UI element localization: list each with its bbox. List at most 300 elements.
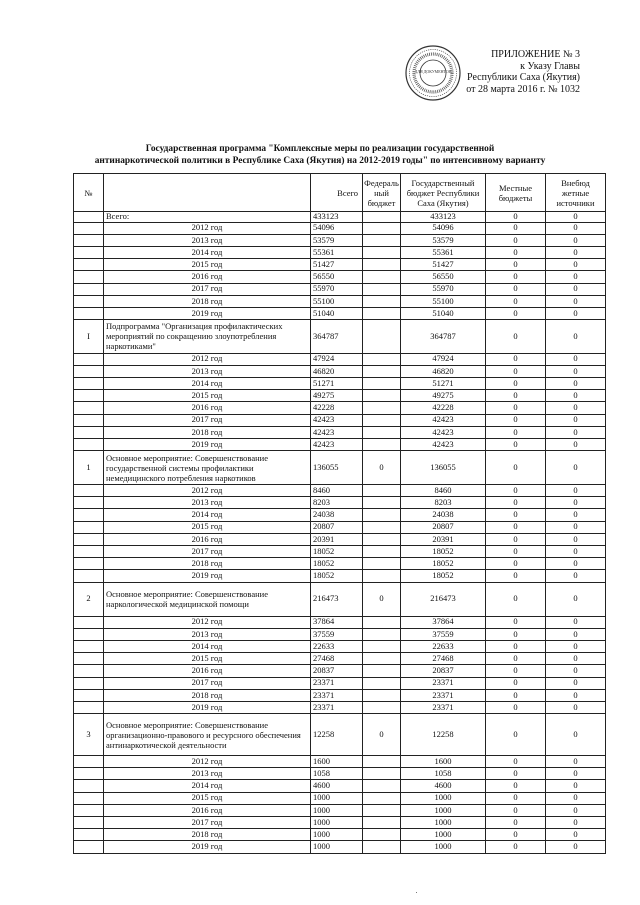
appendix-line-1: ПРИЛОЖЕНИЕ № 3 xyxy=(491,49,580,60)
header-local: Местные бюджеты xyxy=(486,174,546,212)
table-row xyxy=(74,689,606,701)
cell-external: 0 xyxy=(546,804,606,816)
cell-federal: 0 xyxy=(363,451,401,485)
cell-num xyxy=(74,546,104,558)
cell-external: 0 xyxy=(546,271,606,283)
cell-federal xyxy=(363,780,401,792)
cell-external: 0 xyxy=(546,570,606,582)
cell-republic: 46820 xyxy=(401,365,486,377)
cell-federal xyxy=(363,616,401,628)
cell-name: 2017 год xyxy=(104,677,311,689)
cell-total: 22633 xyxy=(311,640,363,652)
cell-name: 2017 год xyxy=(104,546,311,558)
cell-federal: 0 xyxy=(363,582,401,616)
cell-republic: 55361 xyxy=(401,246,486,258)
cell-name: 2014 год xyxy=(104,640,311,652)
cell-total: 1000 xyxy=(311,841,363,853)
cell-federal xyxy=(363,558,401,570)
table-row xyxy=(74,677,606,689)
cell-total: 27468 xyxy=(311,653,363,665)
cell-federal xyxy=(363,353,401,365)
cell-federal xyxy=(363,792,401,804)
cell-num xyxy=(74,295,104,307)
header-num: № xyxy=(74,174,104,212)
cell-num xyxy=(74,677,104,689)
cell-total: 20837 xyxy=(311,665,363,677)
cell-total: 24038 xyxy=(311,509,363,521)
cell-republic: 12258 xyxy=(401,714,486,756)
cell-name: 2016 год xyxy=(104,665,311,677)
cell-total: 20391 xyxy=(311,533,363,545)
cell-total: 37559 xyxy=(311,628,363,640)
cell-num xyxy=(74,792,104,804)
cell-republic: 42423 xyxy=(401,414,486,426)
cell-external: 0 xyxy=(546,497,606,509)
cell-external: 0 xyxy=(546,212,606,223)
cell-republic: 1058 xyxy=(401,768,486,780)
cell-total: 23371 xyxy=(311,701,363,713)
cell-name: 2015 год xyxy=(104,390,311,402)
cell-external: 0 xyxy=(546,628,606,640)
table-row xyxy=(74,756,606,768)
cell-name: 2018 год xyxy=(104,426,311,438)
cell-federal xyxy=(363,521,401,533)
cell-total: 136055 xyxy=(311,451,363,485)
cell-republic: 216473 xyxy=(401,582,486,616)
cell-external: 0 xyxy=(546,701,606,713)
cell-total: 8203 xyxy=(311,497,363,509)
cell-total: 42228 xyxy=(311,402,363,414)
cell-local: 0 xyxy=(486,616,546,628)
cell-name: 2019 год xyxy=(104,307,311,319)
cell-name: 2012 год xyxy=(104,353,311,365)
cell-num xyxy=(74,353,104,365)
cell-total: 55100 xyxy=(311,295,363,307)
table-row xyxy=(74,377,606,389)
cell-name: 2015 год xyxy=(104,259,311,271)
table-row xyxy=(74,780,606,792)
table-row xyxy=(74,665,606,677)
table-row xyxy=(74,283,606,295)
table-row xyxy=(74,792,606,804)
cell-federal xyxy=(363,426,401,438)
cell-total: 51427 xyxy=(311,259,363,271)
cell-external: 0 xyxy=(546,768,606,780)
cell-federal xyxy=(363,701,401,713)
header-external: Внебюд жетные источники xyxy=(546,174,606,212)
cell-external: 0 xyxy=(546,365,606,377)
cell-republic: 24038 xyxy=(401,509,486,521)
cell-federal xyxy=(363,841,401,853)
table-row xyxy=(74,570,606,582)
cell-name: 2013 год xyxy=(104,497,311,509)
cell-federal xyxy=(363,546,401,558)
cell-total: 20807 xyxy=(311,521,363,533)
cell-republic: 8460 xyxy=(401,485,486,497)
cell-external: 0 xyxy=(546,792,606,804)
cell-name: 2012 год xyxy=(104,485,311,497)
cell-name: 2019 год xyxy=(104,841,311,853)
cell-external: 0 xyxy=(546,714,606,756)
table-row xyxy=(74,804,606,816)
cell-local: 0 xyxy=(486,390,546,402)
cell-republic: 4600 xyxy=(401,780,486,792)
cell-local: 0 xyxy=(486,451,546,485)
cell-local: 0 xyxy=(486,521,546,533)
cell-local: 0 xyxy=(486,640,546,652)
cell-num xyxy=(74,414,104,426)
table-row xyxy=(74,451,606,485)
cell-name: 2013 год xyxy=(104,234,311,246)
cell-republic: 47924 xyxy=(401,353,486,365)
cell-external: 0 xyxy=(546,509,606,521)
cell-local: 0 xyxy=(486,756,546,768)
cell-num xyxy=(74,558,104,570)
cell-external: 0 xyxy=(546,283,606,295)
table-row xyxy=(74,246,606,258)
cell-federal xyxy=(363,804,401,816)
cell-federal xyxy=(363,485,401,497)
cell-external: 0 xyxy=(546,485,606,497)
cell-local: 0 xyxy=(486,259,546,271)
cell-republic: 55970 xyxy=(401,283,486,295)
appendix-block xyxy=(450,49,635,95)
cell-name: Всего: xyxy=(104,212,311,223)
table-row xyxy=(74,628,606,640)
cell-local: 0 xyxy=(486,582,546,616)
cell-external: 0 xyxy=(546,533,606,545)
table-row xyxy=(74,521,606,533)
cell-republic: 42423 xyxy=(401,426,486,438)
cell-name: 2016 год xyxy=(104,533,311,545)
cell-external: 0 xyxy=(546,222,606,234)
cell-external: 0 xyxy=(546,817,606,829)
cell-name: 2013 год xyxy=(104,768,311,780)
cell-name: 2017 год xyxy=(104,414,311,426)
table-row xyxy=(74,390,606,402)
table-row xyxy=(74,817,606,829)
cell-total: 8460 xyxy=(311,485,363,497)
cell-name: Подпрограмма "Организация профилактических мероприятий по сокращению злоупотребления наркотиками" xyxy=(104,320,311,354)
cell-total: 1058 xyxy=(311,768,363,780)
cell-external: 0 xyxy=(546,402,606,414)
cell-name: 2015 год xyxy=(104,653,311,665)
cell-republic: 20807 xyxy=(401,521,486,533)
cell-local: 0 xyxy=(486,402,546,414)
scan-speck xyxy=(416,892,417,893)
cell-external: 0 xyxy=(546,259,606,271)
cell-name: 2016 год xyxy=(104,402,311,414)
cell-federal xyxy=(363,246,401,258)
cell-republic: 37864 xyxy=(401,616,486,628)
cell-num xyxy=(74,246,104,258)
cell-republic: 37559 xyxy=(401,628,486,640)
cell-external: 0 xyxy=(546,546,606,558)
table-row xyxy=(74,259,606,271)
cell-name: Основное мероприятие: Совершенствование организационно-правового и ресурсного обеспечения антинаркотической деятельности xyxy=(104,714,311,756)
cell-federal xyxy=(363,628,401,640)
cell-federal xyxy=(363,665,401,677)
cell-name: 2013 год xyxy=(104,628,311,640)
cell-total: 37864 xyxy=(311,616,363,628)
cell-republic: 1000 xyxy=(401,817,486,829)
table-row xyxy=(74,533,606,545)
cell-num xyxy=(74,804,104,816)
cell-num xyxy=(74,533,104,545)
cell-num xyxy=(74,521,104,533)
header-republic: Государственный бюджет Республики Саха (Якутия) xyxy=(401,174,486,212)
cell-federal xyxy=(363,414,401,426)
cell-local: 0 xyxy=(486,222,546,234)
cell-name: 2017 год xyxy=(104,283,311,295)
cell-federal xyxy=(363,307,401,319)
cell-local: 0 xyxy=(486,558,546,570)
cell-local: 0 xyxy=(486,212,546,223)
cell-local: 0 xyxy=(486,438,546,450)
cell-republic: 27468 xyxy=(401,653,486,665)
cell-name: 2019 год xyxy=(104,438,311,450)
cell-republic: 364787 xyxy=(401,320,486,354)
cell-local: 0 xyxy=(486,546,546,558)
cell-total: 1000 xyxy=(311,792,363,804)
cell-federal xyxy=(363,377,401,389)
cell-name: 2012 год xyxy=(104,756,311,768)
cell-total: 56550 xyxy=(311,271,363,283)
cell-name: 2012 год xyxy=(104,222,311,234)
table-row xyxy=(74,295,606,307)
appendix-line-4: от 28 марта 2016 г. № 1032 xyxy=(466,83,580,95)
cell-total: 1000 xyxy=(311,829,363,841)
cell-num xyxy=(74,509,104,521)
cell-republic: 20837 xyxy=(401,665,486,677)
cell-num xyxy=(74,701,104,713)
cell-republic: 51427 xyxy=(401,259,486,271)
cell-total: 51040 xyxy=(311,307,363,319)
cell-name: 2015 год xyxy=(104,792,311,804)
cell-num xyxy=(74,616,104,628)
title-line-2: антинаркотической политики в Республике Саха (Якутия) на 2012-2019 годы" по интенсивному варианту xyxy=(94,156,546,166)
cell-republic: 54096 xyxy=(401,222,486,234)
cell-local: 0 xyxy=(486,485,546,497)
cell-republic: 23371 xyxy=(401,689,486,701)
table-row xyxy=(74,485,606,497)
cell-num xyxy=(74,768,104,780)
cell-total: 433123 xyxy=(311,212,363,223)
table-row xyxy=(74,497,606,509)
table-row xyxy=(74,509,606,521)
cell-local: 0 xyxy=(486,307,546,319)
cell-num xyxy=(74,665,104,677)
appendix-line-3: Республики Саха (Якутия) xyxy=(467,72,580,83)
cell-name: 2019 год xyxy=(104,701,311,713)
cell-total: 1000 xyxy=(311,804,363,816)
table-row xyxy=(74,768,606,780)
cell-name: Основное мероприятие: Совершенствование наркологической медицинской помощи xyxy=(104,582,311,616)
cell-federal xyxy=(363,640,401,652)
cell-local: 0 xyxy=(486,665,546,677)
cell-republic: 136055 xyxy=(401,451,486,485)
cell-federal xyxy=(363,222,401,234)
document-title xyxy=(0,143,640,167)
cell-local: 0 xyxy=(486,426,546,438)
cell-external: 0 xyxy=(546,689,606,701)
cell-federal xyxy=(363,677,401,689)
cell-external: 0 xyxy=(546,451,606,485)
seal-center-text: ДЛЯ ДОКУМЕНТОВ xyxy=(414,69,452,74)
cell-name: 2018 год xyxy=(104,295,311,307)
cell-republic: 51271 xyxy=(401,377,486,389)
cell-external: 0 xyxy=(546,521,606,533)
cell-republic: 51040 xyxy=(401,307,486,319)
table-row xyxy=(74,414,606,426)
cell-local: 0 xyxy=(486,677,546,689)
cell-federal xyxy=(363,509,401,521)
cell-local: 0 xyxy=(486,780,546,792)
cell-total: 12258 xyxy=(311,714,363,756)
cell-federal xyxy=(363,497,401,509)
cell-name: 2014 год xyxy=(104,780,311,792)
cell-total: 55970 xyxy=(311,283,363,295)
cell-external: 0 xyxy=(546,390,606,402)
cell-local: 0 xyxy=(486,714,546,756)
table-row xyxy=(74,212,606,223)
table-row xyxy=(74,402,606,414)
cell-name: 2014 год xyxy=(104,509,311,521)
cell-name: 2016 год xyxy=(104,271,311,283)
cell-total: 364787 xyxy=(311,320,363,354)
cell-federal xyxy=(363,768,401,780)
cell-federal xyxy=(363,234,401,246)
cell-total: 54096 xyxy=(311,222,363,234)
cell-num xyxy=(74,283,104,295)
cell-federal xyxy=(363,390,401,402)
table-row xyxy=(74,582,606,616)
cell-num xyxy=(74,756,104,768)
cell-num xyxy=(74,426,104,438)
appendix-line-2: к Указу Главы xyxy=(520,60,580,72)
cell-num xyxy=(74,829,104,841)
cell-external: 0 xyxy=(546,414,606,426)
cell-federal xyxy=(363,283,401,295)
cell-name: 2014 год xyxy=(104,377,311,389)
cell-num xyxy=(74,377,104,389)
cell-num xyxy=(74,689,104,701)
table-row xyxy=(74,841,606,853)
cell-republic: 23371 xyxy=(401,677,486,689)
cell-total: 55361 xyxy=(311,246,363,258)
cell-num xyxy=(74,570,104,582)
cell-local: 0 xyxy=(486,628,546,640)
cell-republic: 1000 xyxy=(401,841,486,853)
cell-external: 0 xyxy=(546,558,606,570)
cell-external: 0 xyxy=(546,841,606,853)
table-row xyxy=(74,426,606,438)
cell-total: 53579 xyxy=(311,234,363,246)
cell-republic: 55100 xyxy=(401,295,486,307)
cell-external: 0 xyxy=(546,677,606,689)
cell-republic: 23371 xyxy=(401,701,486,713)
table-body xyxy=(74,212,606,854)
cell-local: 0 xyxy=(486,570,546,582)
cell-federal xyxy=(363,365,401,377)
cell-num: I xyxy=(74,320,104,354)
cell-total: 1600 xyxy=(311,756,363,768)
cell-num: 2 xyxy=(74,582,104,616)
cell-name: 2018 год xyxy=(104,558,311,570)
cell-local: 0 xyxy=(486,689,546,701)
cell-federal xyxy=(363,320,401,354)
cell-republic: 1600 xyxy=(401,756,486,768)
cell-total: 23371 xyxy=(311,677,363,689)
cell-local: 0 xyxy=(486,234,546,246)
cell-local: 0 xyxy=(486,497,546,509)
cell-name: 2014 год xyxy=(104,246,311,258)
cell-name: 2016 год xyxy=(104,804,311,816)
cell-external: 0 xyxy=(546,756,606,768)
cell-external: 0 xyxy=(546,320,606,354)
cell-total: 216473 xyxy=(311,582,363,616)
cell-republic: 18052 xyxy=(401,570,486,582)
cell-republic: 8203 xyxy=(401,497,486,509)
table-row xyxy=(74,616,606,628)
cell-external: 0 xyxy=(546,438,606,450)
cell-num xyxy=(74,438,104,450)
cell-republic: 42228 xyxy=(401,402,486,414)
table-row xyxy=(74,558,606,570)
cell-republic: 18052 xyxy=(401,546,486,558)
cell-republic: 42423 xyxy=(401,438,486,450)
cell-republic: 433123 xyxy=(401,212,486,223)
table-row xyxy=(74,829,606,841)
cell-federal xyxy=(363,271,401,283)
cell-external: 0 xyxy=(546,246,606,258)
cell-name: Основное мероприятие: Совершенствование государственной системы профилактики немедицинского потребления наркотиков xyxy=(104,451,311,485)
cell-num: 1 xyxy=(74,451,104,485)
header-total: Всего xyxy=(311,174,363,212)
header-name xyxy=(104,174,311,212)
cell-name: 2017 год xyxy=(104,817,311,829)
cell-local: 0 xyxy=(486,353,546,365)
table-row xyxy=(74,546,606,558)
cell-num xyxy=(74,817,104,829)
cell-num xyxy=(74,307,104,319)
cell-republic: 18052 xyxy=(401,558,486,570)
cell-external: 0 xyxy=(546,426,606,438)
cell-name: 2018 год xyxy=(104,829,311,841)
table-row xyxy=(74,307,606,319)
cell-republic: 1000 xyxy=(401,792,486,804)
cell-local: 0 xyxy=(486,509,546,521)
cell-name: 2018 год xyxy=(104,689,311,701)
cell-num xyxy=(74,640,104,652)
cell-num xyxy=(74,390,104,402)
cell-num xyxy=(74,234,104,246)
table-row xyxy=(74,353,606,365)
cell-total: 46820 xyxy=(311,365,363,377)
cell-external: 0 xyxy=(546,234,606,246)
cell-local: 0 xyxy=(486,414,546,426)
cell-local: 0 xyxy=(486,841,546,853)
cell-federal xyxy=(363,570,401,582)
cell-republic: 22633 xyxy=(401,640,486,652)
table-row xyxy=(74,234,606,246)
cell-local: 0 xyxy=(486,804,546,816)
cell-external: 0 xyxy=(546,295,606,307)
cell-republic: 53579 xyxy=(401,234,486,246)
cell-total: 18052 xyxy=(311,558,363,570)
cell-total: 4600 xyxy=(311,780,363,792)
cell-local: 0 xyxy=(486,533,546,545)
